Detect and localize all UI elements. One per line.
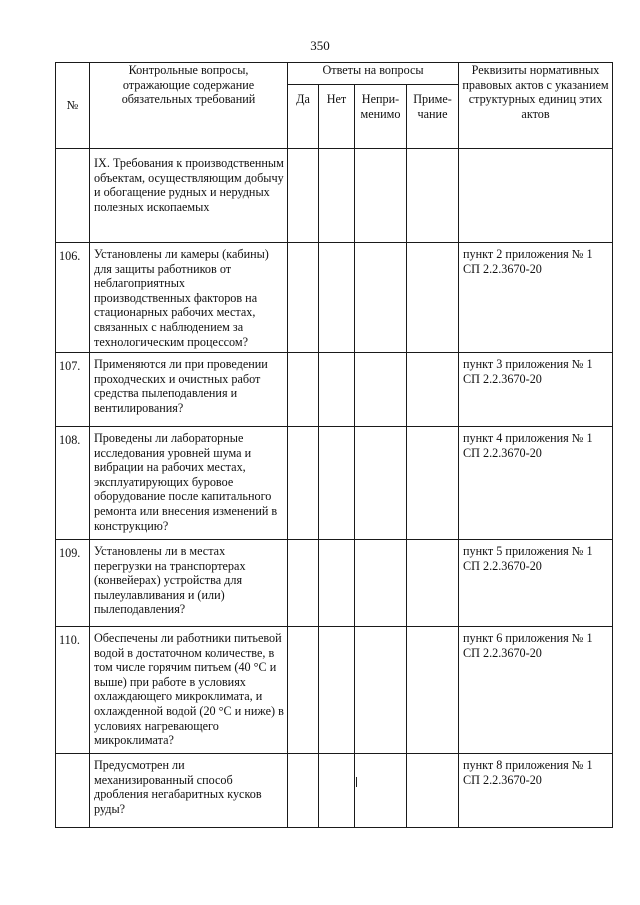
answer-yes-cell[interactable] (288, 627, 319, 754)
header-answers-group: Ответы на вопросы (288, 63, 459, 85)
answer-no-cell[interactable] (319, 754, 355, 828)
header-no: № (56, 63, 90, 149)
row-number: 107. (56, 353, 90, 427)
answer-note-cell[interactable] (407, 243, 459, 353)
answer-yes-cell[interactable] (288, 754, 319, 828)
answer-note-cell[interactable] (407, 427, 459, 540)
row-question: Предусмотрен ли механизированный способ дробления негабаритных кусков руды? (90, 754, 288, 828)
row-reference: пункт 5 приложения № 1 СП 2.2.3670-20 (459, 540, 613, 627)
table-row (56, 353, 613, 427)
row-question: Применяются ли при проведении проходческих и очистных работ средства пылеподавления и вентилирования? (90, 353, 288, 427)
answer-na-cell[interactable] (355, 427, 407, 540)
answer-na-cell[interactable] (355, 627, 407, 754)
answer-na-cell[interactable] (355, 353, 407, 427)
header-question: Контрольные вопросы, отражающие содержание обязательных требований (90, 63, 288, 149)
answer-yes-cell[interactable] (288, 540, 319, 627)
section-row (56, 149, 613, 243)
answer-cell (288, 149, 319, 243)
row-reference: пункт 2 приложения № 1 СП 2.2.3670-20 (459, 243, 613, 353)
answer-note-cell[interactable] (407, 754, 459, 828)
row-reference: пункт 8 приложения № 1 СП 2.2.3670-20 (459, 754, 613, 828)
answer-na-cell[interactable] (355, 754, 407, 828)
answer-no-cell[interactable] (319, 243, 355, 353)
table-row (56, 627, 613, 754)
table-row (56, 754, 613, 828)
answer-na-cell[interactable] (355, 243, 407, 353)
answer-note-cell[interactable] (407, 627, 459, 754)
row-question: Установлены ли камеры (кабины) для защиты работников от неблагоприятных производственных факторов на стационарных рабочих местах, связанных с наблюдением за технологическим процессом? (90, 243, 288, 353)
header-yes: Да (288, 85, 319, 149)
header-requisites: Реквизиты нормативных правовых актов с указанием структурных единиц этих актов (459, 63, 613, 149)
answer-no-cell[interactable] (319, 627, 355, 754)
section-title: IX. Требования к производственным объектам, осуществляющим добычу и обогащение рудных и нерудных полезных ископаемых (90, 149, 288, 243)
row-reference: пункт 4 приложения № 1 СП 2.2.3670-20 (459, 427, 613, 540)
answer-cell (355, 149, 407, 243)
answer-note-cell[interactable] (407, 353, 459, 427)
row-number: 110. (56, 627, 90, 754)
section-no-cell (56, 149, 90, 243)
answer-cell (407, 149, 459, 243)
row-number (56, 754, 90, 828)
reference-cell (459, 149, 613, 243)
answer-cell (319, 149, 355, 243)
row-question: Проведены ли лабораторные исследования уровней шума и вибрации на рабочих местах, эксплуатирующих буровое оборудование после капитального ремонта или внесения изменений в конструкцию? (90, 427, 288, 540)
page-number: 350 (310, 38, 330, 53)
answer-yes-cell[interactable] (288, 353, 319, 427)
table-row (56, 243, 613, 353)
row-number: 108. (56, 427, 90, 540)
row-question: Установлены ли в местах перегрузки на транспортерах (конвейерах) устройства для пылеулавливания и (или) пылеподавления? (90, 540, 288, 627)
answer-yes-cell[interactable] (288, 243, 319, 353)
checklist-table (55, 62, 613, 828)
table-row (56, 540, 613, 627)
header-row-top (56, 63, 613, 85)
row-question: Обеспечены ли работники питьевой водой в достаточном количестве, в том числе горячим питьем (40 °C и выше) при работе в условиях охлаждающего микроклимата, и охлажденной водой (20 °C и ниже) в условиях нагревающего микроклимата? (90, 627, 288, 754)
answer-note-cell[interactable] (407, 540, 459, 627)
row-reference: пункт 6 приложения № 1 СП 2.2.3670-20 (459, 627, 613, 754)
answer-no-cell[interactable] (319, 353, 355, 427)
answer-na-cell[interactable] (355, 540, 407, 627)
answer-no-cell[interactable] (319, 427, 355, 540)
header-no-answer: Нет (319, 85, 355, 149)
row-reference: пункт 3 приложения № 1 СП 2.2.3670-20 (459, 353, 613, 427)
header-note: Приме-чание (407, 85, 459, 149)
answer-no-cell[interactable] (319, 540, 355, 627)
header-not-applicable: Непри-менимо (355, 85, 407, 149)
answer-yes-cell[interactable] (288, 427, 319, 540)
row-number: 106. (56, 243, 90, 353)
row-number: 109. (56, 540, 90, 627)
table-row (56, 427, 613, 540)
